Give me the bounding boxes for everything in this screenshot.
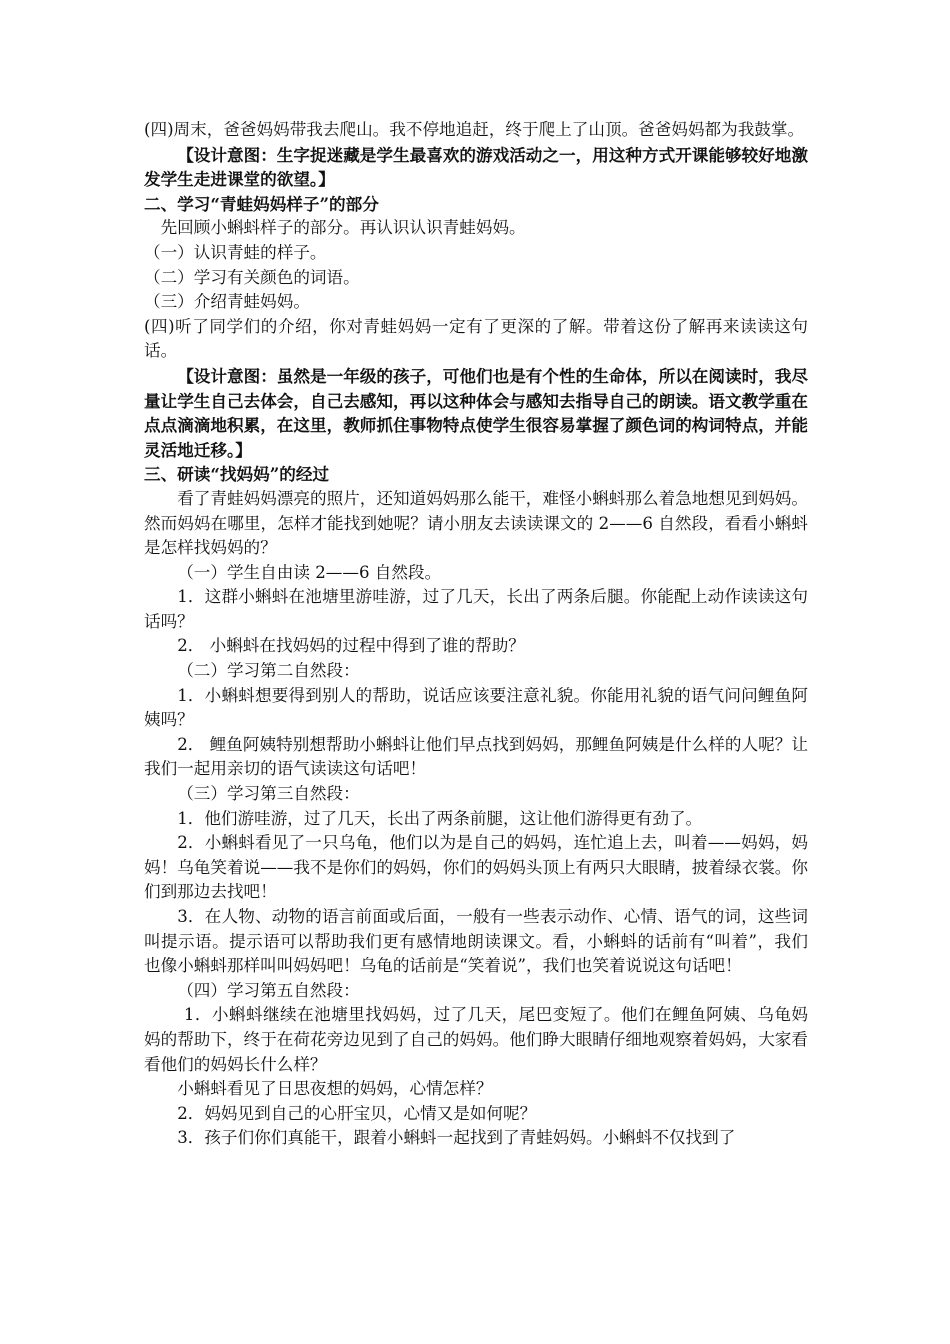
list-item: （二）学习有关颜色的词语。 [144, 267, 360, 287]
list-item: 1．小蝌蚪想要得到别人的帮助，说话应该要注意礼貌。你能用礼貌的语气问问鲤鱼阿姨吗？ [144, 685, 808, 730]
list-item: （三）介绍青蛙妈妈。 [144, 292, 310, 312]
list-item: （一）认识青蛙的样子。 [144, 242, 327, 262]
design-intent-note-2: 【设计意图：虽然是一年级的孩子，可他们也是有个性的生命体，所以在阅读时，我尽量让学生自己去体会，自己去感知，再以这种体会与感知去指导自己的朗读。语文教学重在点点滴滴地积累，在这里，教师抓住事物特点使学生很容易掌握了颜色词的构词特点，并能灵活地迁移。】 [144, 365, 808, 460]
section-heading-2: 二、学习“青蛙妈妈样子”的部分 [144, 193, 379, 214]
list-item: (四)听了同学们的介绍，你对青蛙妈妈一定有了更深的了解。带着这份了解再来读读这句话。 [144, 316, 808, 361]
sub-heading: （一）学生自由读 2——6 自然段。 [177, 562, 442, 582]
list-item: 2． 鲤鱼阿姨特别想帮助小蝌蚪让他们早点找到妈妈，那鲤鱼阿姨是什么样的人呢？让我们一起用亲切的语气读读这句话吧！ [144, 734, 808, 779]
list-item: 1．这群小蝌蚪在池塘里游哇游，过了几天，长出了两条后腿。你能配上动作读读这句话吗？ [144, 587, 808, 631]
list-item: 2．妈妈见到自己的心肝宝贝，心情又是如何呢？ [177, 1103, 537, 1123]
document-page [144, 118, 808, 1151]
body-paragraph: 看了青蛙妈妈漂亮的照片，还知道妈妈那么能干，难怪小蝌蚪那么着急地想见到妈妈。然而妈妈在哪里，怎样才能找到她呢？请小朋友去读读课文的 2——6 自然段，看看小蝌蚪是怎样找妈妈的？ [144, 488, 808, 558]
body-paragraph: 小蝌蚪看见了日思夜想的妈妈，心情怎样？ [177, 1079, 493, 1099]
design-intent-note-1: 【设计意图：生字捉迷藏是学生最喜欢的游戏活动之一，用这种方式开课能够较好地激发学生走进课堂的欲望。】 [144, 144, 808, 190]
list-item: 2．小蝌蚪看见了一只乌龟，他们以为是自己的妈妈，连忙追上去，叫着——妈妈，妈妈！乌龟笑着说——我不是你们的妈妈，你们的妈妈头顶上有两只大眼睛，披着绿衣裳。你们到那边去找吧！ [144, 833, 808, 902]
list-item: 2． 小蝌蚪在找妈妈的过程中得到了谁的帮助？ [177, 636, 525, 656]
example-sentence-4: (四)周末，爸爸妈妈带我去爬山。我不停地追赶，终于爬上了山顶。爸爸妈妈都为我鼓掌。 [144, 120, 805, 139]
section-heading-3: 三、研读“找妈妈”的经过 [144, 464, 330, 485]
section-intro: 先回顾小蝌蚪样子的部分。再认识认识青蛙妈妈。 [160, 218, 526, 238]
list-item: 3．在人物、动物的语言前面或后面，一般有一些表示动作、心情、语气的词，这些词叫提示语。提示语可以帮助我们更有感情地朗读课文。看，小蝌蚪的话前有“叫着”，我们也像小蝌蚪那样叫叫妈妈吧！乌龟的话前是“笑着说”，我们也笑着说说这句话吧！ [144, 907, 808, 976]
list-item: 1．他们游哇游，过了几天，长出了两条前腿，这让他们游得更有劲了。 [177, 808, 703, 828]
sub-heading: （四）学习第五自然段： [177, 980, 360, 1000]
sub-heading: （三）学习第三自然段： [177, 784, 360, 804]
list-item: 3．孩子们你们真能干，跟着小蝌蚪一起找到了青蛙妈妈。小蝌蚪不仅找到了 [177, 1128, 736, 1148]
sub-heading: （二）学习第二自然段： [177, 661, 360, 681]
list-item: 1．小蝌蚪继续在池塘里找妈妈，过了几天，尾巴变短了。他们在鲤鱼阿姨、乌龟妈妈的帮助下，终于在荷花旁边见到了自己的妈妈。他们睁大眼睛仔细地观察着妈妈，大家看看他们的妈妈长什么样？ [144, 1005, 808, 1074]
